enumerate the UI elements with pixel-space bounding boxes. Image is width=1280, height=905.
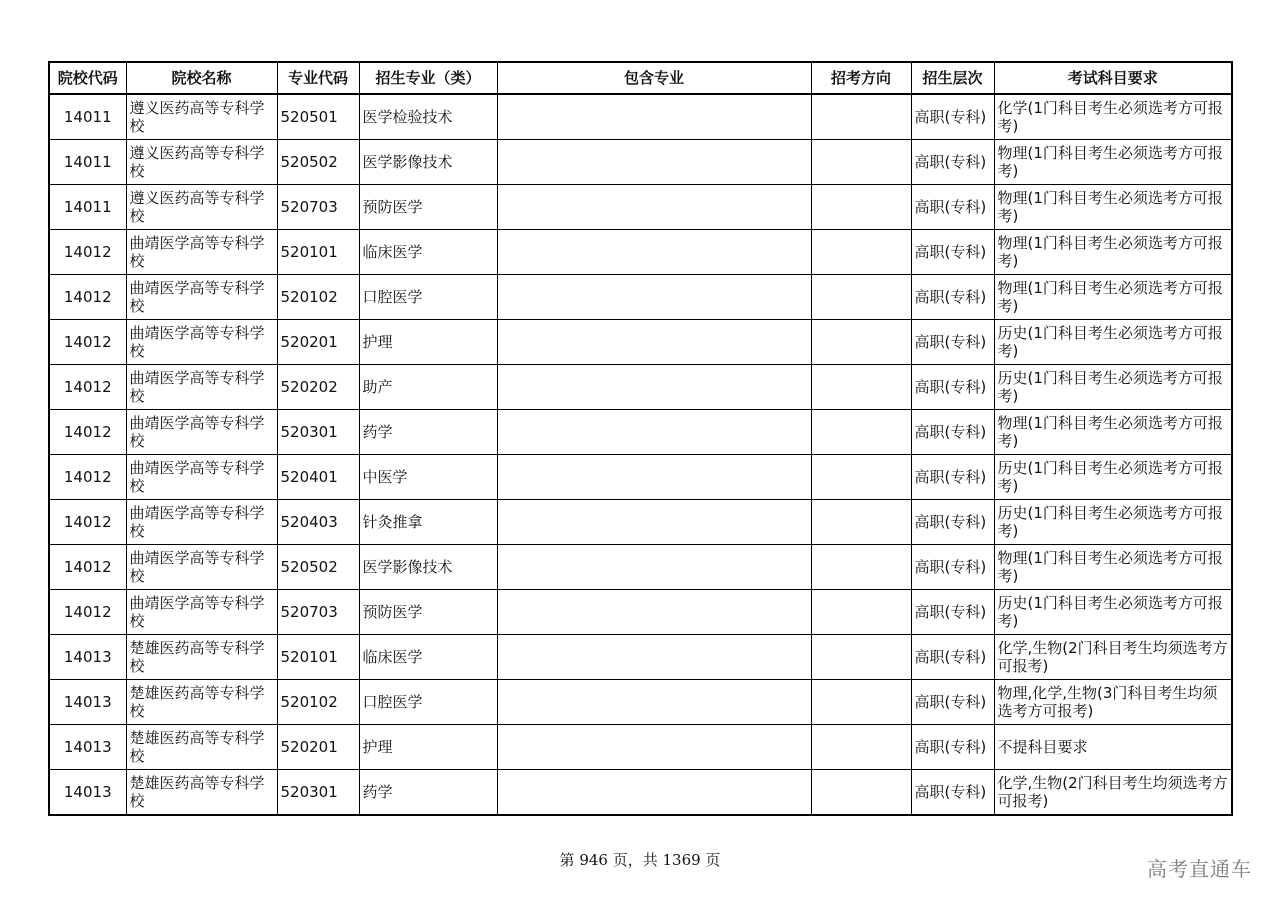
cell-school-code: 14012 [49, 500, 126, 545]
table-row [49, 725, 1232, 770]
cell-requirement: 物理(1门科目考生必须选考方可报考) [994, 410, 1232, 455]
table-row [49, 590, 1232, 635]
table-row [49, 770, 1232, 816]
cell-level: 高职(专科) [911, 635, 994, 680]
cell-major-code: 520703 [277, 185, 359, 230]
cell-level: 高职(专科) [911, 320, 994, 365]
table-row [49, 545, 1232, 590]
watermark: 高考直通车 [1147, 857, 1252, 881]
header-major: 招生专业（类） [359, 62, 497, 94]
cell-direction [811, 500, 911, 545]
cell-major: 临床医学 [359, 230, 497, 275]
table-header-row [49, 62, 1232, 94]
cell-school-name: 曲靖医学高等专科学校 [126, 545, 277, 590]
cell-requirement: 历史(1门科目考生必须选考方可报考) [994, 590, 1232, 635]
cell-included-majors [497, 770, 811, 816]
cell-included-majors [497, 590, 811, 635]
cell-direction [811, 770, 911, 816]
cell-school-code: 14012 [49, 320, 126, 365]
page-number: 第 946 页，共 1369 页 [559, 851, 721, 869]
cell-requirement: 化学,生物(2门科目考生均须选考方可报考) [994, 635, 1232, 680]
cell-school-name: 曲靖医学高等专科学校 [126, 500, 277, 545]
cell-school-code: 14012 [49, 455, 126, 500]
cell-major: 口腔医学 [359, 680, 497, 725]
table-row [49, 94, 1232, 140]
cell-major-code: 520703 [277, 590, 359, 635]
cell-direction [811, 365, 911, 410]
cell-level: 高职(专科) [911, 230, 994, 275]
cell-level: 高职(专科) [911, 140, 994, 185]
cell-requirement: 化学,生物(2门科目考生均须选考方可报考) [994, 770, 1232, 816]
table-row [49, 500, 1232, 545]
cell-requirement: 物理,化学,生物(3门科目考生均须选考方可报考) [994, 680, 1232, 725]
cell-requirement: 历史(1门科目考生必须选考方可报考) [994, 320, 1232, 365]
cell-included-majors [497, 140, 811, 185]
cell-school-code: 14013 [49, 680, 126, 725]
cell-school-name: 曲靖医学高等专科学校 [126, 590, 277, 635]
cell-school-code: 14012 [49, 365, 126, 410]
cell-level: 高职(专科) [911, 680, 994, 725]
cell-school-name: 曲靖医学高等专科学校 [126, 410, 277, 455]
cell-level: 高职(专科) [911, 275, 994, 320]
cell-school-name: 曲靖医学高等专科学校 [126, 455, 277, 500]
table-row [49, 410, 1232, 455]
header-included-majors: 包含专业 [497, 62, 811, 94]
cell-requirement: 历史(1门科目考生必须选考方可报考) [994, 455, 1232, 500]
cell-major: 药学 [359, 770, 497, 816]
cell-major-code: 520102 [277, 680, 359, 725]
cell-major-code: 520101 [277, 635, 359, 680]
cell-school-name: 曲靖医学高等专科学校 [126, 320, 277, 365]
cell-school-code: 14012 [49, 545, 126, 590]
cell-school-name: 楚雄医药高等专科学校 [126, 635, 277, 680]
cell-included-majors [497, 275, 811, 320]
cell-level: 高职(专科) [911, 725, 994, 770]
cell-school-name: 曲靖医学高等专科学校 [126, 230, 277, 275]
cell-requirement: 物理(1门科目考生必须选考方可报考) [994, 185, 1232, 230]
cell-school-code: 14013 [49, 725, 126, 770]
cell-direction [811, 230, 911, 275]
cell-major: 医学检验技术 [359, 94, 497, 140]
header-school-code: 院校代码 [49, 62, 126, 94]
cell-school-code: 14011 [49, 140, 126, 185]
cell-direction [811, 94, 911, 140]
cell-major: 口腔医学 [359, 275, 497, 320]
table-row [49, 635, 1232, 680]
cell-major-code: 520201 [277, 320, 359, 365]
cell-included-majors [497, 455, 811, 500]
cell-requirement: 历史(1门科目考生必须选考方可报考) [994, 365, 1232, 410]
cell-major: 护理 [359, 320, 497, 365]
admissions-table [48, 61, 1233, 816]
cell-major-code: 520301 [277, 770, 359, 816]
table-row [49, 275, 1232, 320]
cell-major: 医学影像技术 [359, 140, 497, 185]
cell-included-majors [497, 545, 811, 590]
cell-major: 临床医学 [359, 635, 497, 680]
cell-major-code: 520201 [277, 725, 359, 770]
cell-major-code: 520102 [277, 275, 359, 320]
cell-school-name: 遵义医药高等专科学校 [126, 94, 277, 140]
cell-included-majors [497, 680, 811, 725]
cell-requirement: 物理(1门科目考生必须选考方可报考) [994, 545, 1232, 590]
cell-level: 高职(专科) [911, 185, 994, 230]
header-school-name: 院校名称 [126, 62, 277, 94]
cell-school-code: 14011 [49, 185, 126, 230]
cell-school-code: 14012 [49, 590, 126, 635]
cell-school-code: 14012 [49, 230, 126, 275]
cell-included-majors [497, 230, 811, 275]
cell-requirement: 化学(1门科目考生必须选考方可报考) [994, 94, 1232, 140]
cell-school-code: 14012 [49, 275, 126, 320]
cell-school-code: 14011 [49, 94, 126, 140]
cell-direction [811, 635, 911, 680]
cell-major-code: 520502 [277, 140, 359, 185]
cell-requirement: 不提科目要求 [994, 725, 1232, 770]
cell-major: 预防医学 [359, 185, 497, 230]
cell-direction [811, 185, 911, 230]
cell-included-majors [497, 94, 811, 140]
table-row [49, 320, 1232, 365]
cell-requirement: 物理(1门科目考生必须选考方可报考) [994, 275, 1232, 320]
cell-level: 高职(专科) [911, 410, 994, 455]
cell-level: 高职(专科) [911, 455, 994, 500]
cell-school-name: 楚雄医药高等专科学校 [126, 680, 277, 725]
cell-major-code: 520202 [277, 365, 359, 410]
cell-included-majors [497, 365, 811, 410]
cell-major: 护理 [359, 725, 497, 770]
cell-school-name: 曲靖医学高等专科学校 [126, 365, 277, 410]
cell-major-code: 520401 [277, 455, 359, 500]
cell-major-code: 520101 [277, 230, 359, 275]
cell-included-majors [497, 410, 811, 455]
cell-major: 预防医学 [359, 590, 497, 635]
cell-major-code: 520301 [277, 410, 359, 455]
cell-requirement: 物理(1门科目考生必须选考方可报考) [994, 140, 1232, 185]
cell-direction [811, 545, 911, 590]
cell-level: 高职(专科) [911, 770, 994, 816]
cell-direction [811, 725, 911, 770]
cell-direction [811, 590, 911, 635]
header-requirement: 考试科目要求 [994, 62, 1232, 94]
cell-level: 高职(专科) [911, 500, 994, 545]
cell-major-code: 520403 [277, 500, 359, 545]
header-level: 招生层次 [911, 62, 994, 94]
table-row [49, 680, 1232, 725]
cell-level: 高职(专科) [911, 590, 994, 635]
cell-included-majors [497, 635, 811, 680]
cell-school-name: 楚雄医药高等专科学校 [126, 725, 277, 770]
cell-direction [811, 140, 911, 185]
cell-level: 高职(专科) [911, 94, 994, 140]
cell-included-majors [497, 725, 811, 770]
cell-direction [811, 410, 911, 455]
cell-school-name: 遵义医药高等专科学校 [126, 140, 277, 185]
header-major-code: 专业代码 [277, 62, 359, 94]
cell-major: 医学影像技术 [359, 545, 497, 590]
cell-included-majors [497, 320, 811, 365]
table-row [49, 140, 1232, 185]
cell-requirement: 历史(1门科目考生必须选考方可报考) [994, 500, 1232, 545]
cell-level: 高职(专科) [911, 365, 994, 410]
table-row [49, 365, 1232, 410]
table-row [49, 185, 1232, 230]
header-direction: 招考方向 [811, 62, 911, 94]
cell-direction [811, 275, 911, 320]
cell-major: 中医学 [359, 455, 497, 500]
cell-school-code: 14012 [49, 410, 126, 455]
cell-school-name: 曲靖医学高等专科学校 [126, 275, 277, 320]
cell-major-code: 520501 [277, 94, 359, 140]
cell-school-name: 楚雄医药高等专科学校 [126, 770, 277, 816]
cell-direction [811, 680, 911, 725]
cell-school-code: 14013 [49, 635, 126, 680]
cell-included-majors [497, 185, 811, 230]
cell-major-code: 520502 [277, 545, 359, 590]
cell-level: 高职(专科) [911, 545, 994, 590]
table-row [49, 455, 1232, 500]
cell-school-code: 14013 [49, 770, 126, 816]
table-body [49, 94, 1232, 815]
table-row [49, 230, 1232, 275]
cell-direction [811, 320, 911, 365]
cell-included-majors [497, 500, 811, 545]
cell-direction [811, 455, 911, 500]
cell-major: 药学 [359, 410, 497, 455]
cell-major: 针灸推拿 [359, 500, 497, 545]
cell-major: 助产 [359, 365, 497, 410]
cell-requirement: 物理(1门科目考生必须选考方可报考) [994, 230, 1232, 275]
cell-school-name: 遵义医药高等专科学校 [126, 185, 277, 230]
